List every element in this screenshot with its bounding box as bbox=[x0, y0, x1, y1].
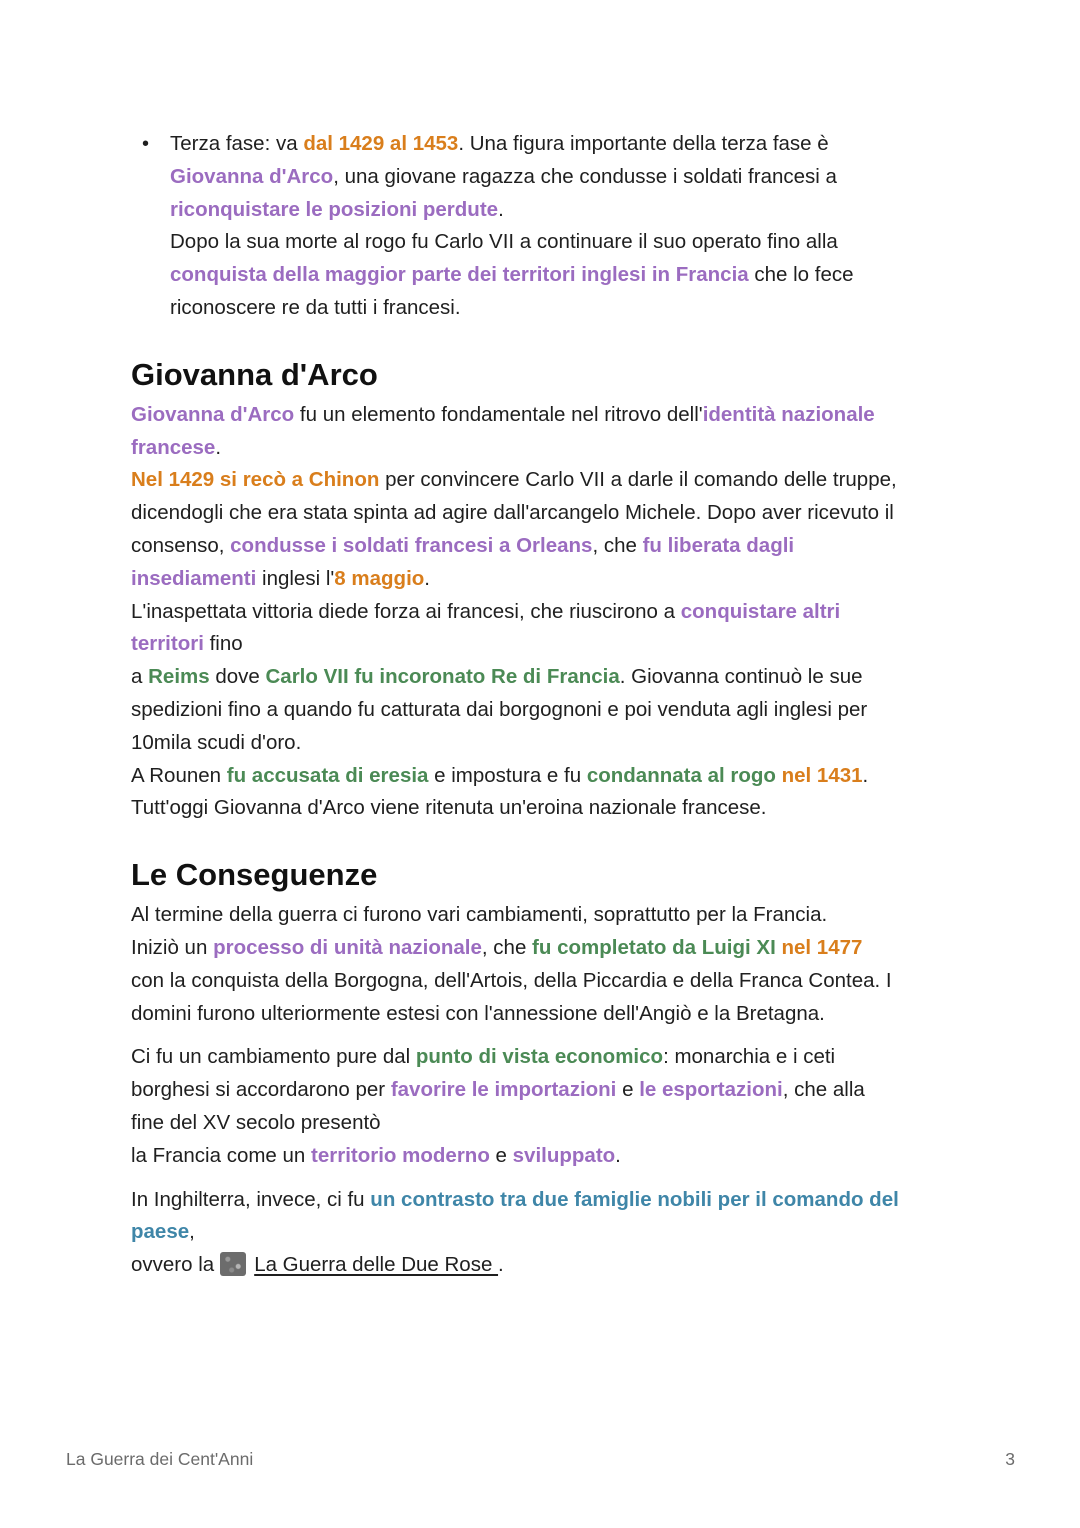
bullet-terza-fase bbox=[131, 128, 961, 325]
footer-page-number: 3 bbox=[1005, 1449, 1015, 1469]
footer-document-title: La Guerra dei Cent'Anni bbox=[66, 1449, 254, 1469]
highlight-concept: riconquistare le posizioni perdute bbox=[170, 197, 499, 221]
bullet-marker: • bbox=[142, 133, 150, 155]
highlight-date: dal 1429 al 1453 bbox=[303, 132, 459, 155]
link-guerra-due-rose[interactable]: La Guerra delle Due Rose bbox=[254, 1253, 499, 1277]
page-content bbox=[131, 128, 961, 1282]
conseguenze-paragraph-2: Ci fu un cambiamento pure dal punto di vista economico: monarchia e i ceti borghesi si accordarono per favorire le importazioni e le esportazioni, che alla fine del XV secolo presentò la Francia come un territorio moderno e sviluppato. bbox=[131, 1045, 865, 1167]
highlight-person: Giovanna d'Arco bbox=[170, 164, 334, 188]
giovanna-paragraph: Giovanna d'Arco fu un elemento fondamentale nel ritrovo dell'identità nazionale francese. Nel 1429 si recò a Chinon per convincere Carlo VII a darle il comando delle truppe, dicendogli che era stata spinta ad agire dall'arcangelo Michele. Dopo aver ricevuto il consenso, condusse i soldati francesi a Orleans, che fu liberata dagli insediamenti inglesi l'8 maggio. L'inaspettata vittoria diede forza ai francesi, che riuscirono a conquistare altri territori fino a Reims dove Carlo VII fu incoronato Re di Francia. Giovanna continuò le sue spedizioni fino a quando fu catturata dai borgognoni e poi venduta agli inglesi per 10mila scudi d'oro. A Rounen fu accusata di eresia e impostura e fu condannata al rogo nel 1431. Tutt'oggi Giovanna d'Arco viene ritenuta un'eroina nazionale francese. bbox=[131, 402, 897, 820]
conseguenze-paragraph-3: In Inghilterra, invece, ci fu un contrasto tra due famiglie nobili per il comando del paese, ovvero la La Guerra delle Due Rose . bbox=[131, 1187, 899, 1277]
document-thumbnail-icon bbox=[220, 1252, 246, 1276]
section-heading-conseguenze: Le Conseguenze bbox=[131, 857, 378, 893]
highlight-concept: conquista della maggior parte dei territori inglesi in Francia bbox=[170, 263, 749, 287]
section-heading-giovanna: Giovanna d'Arco bbox=[131, 356, 378, 392]
conseguenze-paragraph-1: Al termine della guerra ci furono vari cambiamenti, soprattutto per la Francia. Iniziò un processo di unità nazionale, che fu completato da Luigi XI nel 1477 con la conquista della Borgogna, dell'Artois, della Piccardia e della Franca Contea. I domini furono ulteriormente estesi con l'annessione dell'Angiò e la Bretagna. bbox=[131, 903, 892, 1025]
bullet-text: Terza fase: va dal 1429 al 1453. Una figura importante della terza fase è Giovanna d'Arco, una giovane ragazza che condusse i soldati francesi a riconquistare le posizioni perdute. Dopo la sua morte al rogo fu Carlo VII a continuare il suo operato fino alla conquista della maggior parte dei territori inglesi in Francia che lo fece riconoscere re da tutti i francesi. bbox=[170, 132, 854, 319]
